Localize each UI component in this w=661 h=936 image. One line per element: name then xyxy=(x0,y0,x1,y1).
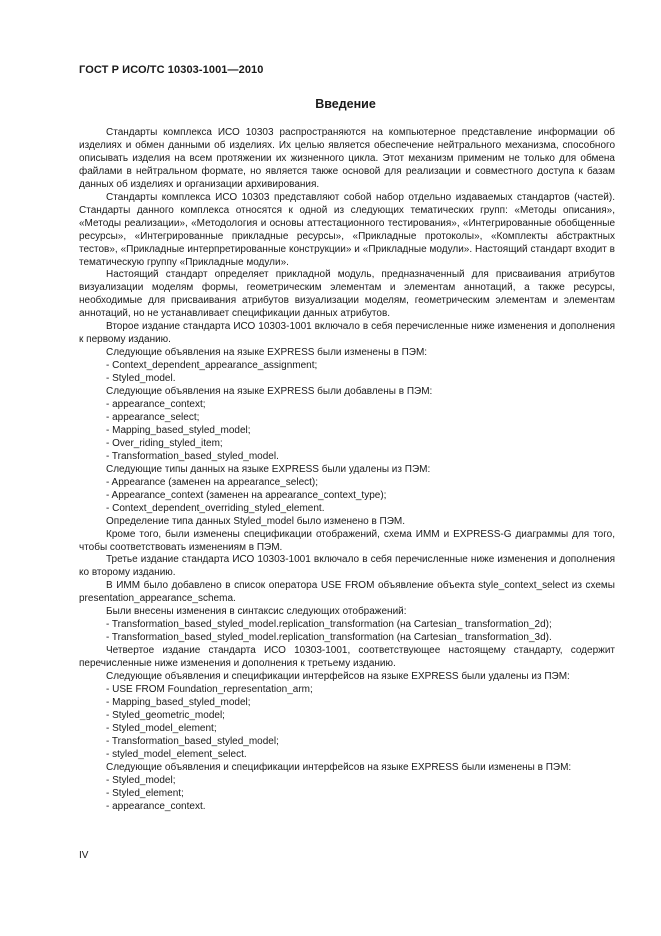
list-item: - Over_riding_styled_item; xyxy=(106,437,223,449)
paragraph: Стандарты комплекса ИСО 10303 представляют собой набор отдельно издаваемых стандартов (частей). Стандарты данного комплекса относятся к одной из следующих тематических групп: «Методы описания», «Методы реализации», «Методология и основы аттестационного тестирования», «Интегрированные обобщенные ресурсы», «Интегрированные прикладные ресурсы», «Прикладные протоколы», «Комплекты абстрактных тестов», «Прикладные интерпретированные конструкции» и «Прикладные модули». Настоящий стандарт входит в тематическую группу «Прикладные модули». xyxy=(79,191,615,268)
list-item: - Mapping_based_styled_model; xyxy=(106,696,251,708)
list-item: - Styled_element; xyxy=(106,787,184,799)
paragraph: Второе издание стандарта ИСО 10303-1001 включало в себя перечисленные ниже изменения и дополнения к первому изданию. xyxy=(79,321,615,346)
paragraph: Определение типа данных Styled_model было изменено в ПЭМ. xyxy=(106,515,406,527)
paragraph: Следующие объявления и спецификации интерфейсов на языке EXPRESS были удалены из ПЭМ: xyxy=(106,671,570,683)
list-item: - Transformation_based_styled_model.replication_transformation (на Cartesian_ transformation_3d). xyxy=(106,632,552,644)
paragraph: В ИММ было добавлено в список оператора USE FROM объявление объекта style_context_select из схемы presentation_appearance_schema. xyxy=(79,580,615,605)
list-item: - Mapping_based_styled_model; xyxy=(106,424,251,436)
paragraph: Стандарты комплекса ИСО 10303 распространяются на компьютерное представление информации об изделиях и обмен данными об изделиях. Их целью является обеспечение нейтрального механизма, способного описывать изделия на всем протяжении их жизненного цикла. Этот механизм применим не только для обмена файлами в нейтральном формате, но является также основой для реализации и совместного доступа к базам данных об изделиях и организации архивирования. xyxy=(79,127,615,190)
section-title: Введение xyxy=(315,97,376,111)
list-item: - Context_dependent_overriding_styled_element. xyxy=(106,502,325,514)
list-item: - appearance_context; xyxy=(106,399,206,411)
paragraph: Следующие объявления и спецификации интерфейсов на языке EXPRESS были изменены в ПЭМ: xyxy=(106,761,572,773)
list-item: - Styled_model. xyxy=(106,373,176,385)
list-item: - styled_model_element_select. xyxy=(106,748,247,760)
list-item: - Appearance (заменен на appearance_select); xyxy=(106,476,319,488)
paragraph: Следующие объявления на языке EXPRESS были изменены в ПЭМ: xyxy=(106,347,428,359)
standard-header: ГОСТ Р ИСО/ТС 10303-1001—2010 xyxy=(79,64,264,76)
list-item: - appearance_context. xyxy=(106,800,206,812)
paragraph: Были внесены изменения в синтаксис следующих отображений: xyxy=(106,606,407,618)
paragraph: Следующие типы данных на языке EXPRESS были удалены из ПЭМ: xyxy=(106,463,431,475)
paragraph: Третье издание стандарта ИСО 10303-1001 включало в себя перечисленные ниже изменения и дополнения ко второму изданию. xyxy=(79,554,615,579)
paragraph: Четвертое издание стандарта ИСО 10303-1001, соответствующее настоящему стандарту, содержит перечисленные ниже изменения и дополнения к третьему изданию. xyxy=(79,645,615,670)
paragraph: Кроме того, были изменены спецификации отображений, схема ИММ и EXPRESS-G диаграммы для того, чтобы соответствовать изменениям в ПЭМ. xyxy=(79,528,615,553)
list-item: - Transformation_based_styled_model; xyxy=(106,735,279,747)
list-item: - appearance_select; xyxy=(106,411,200,423)
list-item: - Appearance_context (заменен на appearance_context_type); xyxy=(106,489,387,501)
list-item: - Transformation_based_styled_model.replication_transformation (на Cartesian_ transformation_2d); xyxy=(106,619,552,631)
list-item: - Transformation_based_styled_model. xyxy=(106,450,279,462)
paragraph: Настоящий стандарт определяет прикладной модуль, предназначенный для присваивания атрибутов визуализации моделям формы, геометрическим элементам и элементам аннотаций, а также ресурсы, необходимые для присваивания атрибутов визуализации моделям, геометрическим элементам и элементам аннотаций, но не устанавливает спецификации данных атрибутов. xyxy=(79,269,615,320)
list-item: - Styled_model_element; xyxy=(106,722,217,734)
document-body xyxy=(79,127,615,814)
list-item: - Styled_geometric_model; xyxy=(106,709,225,721)
list-item: - Context_dependent_appearance_assignment; xyxy=(106,360,318,372)
paragraph: Следующие объявления на языке EXPRESS были добавлены в ПЭМ: xyxy=(106,386,433,398)
page-number: IV xyxy=(79,850,89,861)
list-item: - Styled_model; xyxy=(106,774,176,786)
list-item: - USE FROM Foundation_representation_arm; xyxy=(106,683,313,695)
